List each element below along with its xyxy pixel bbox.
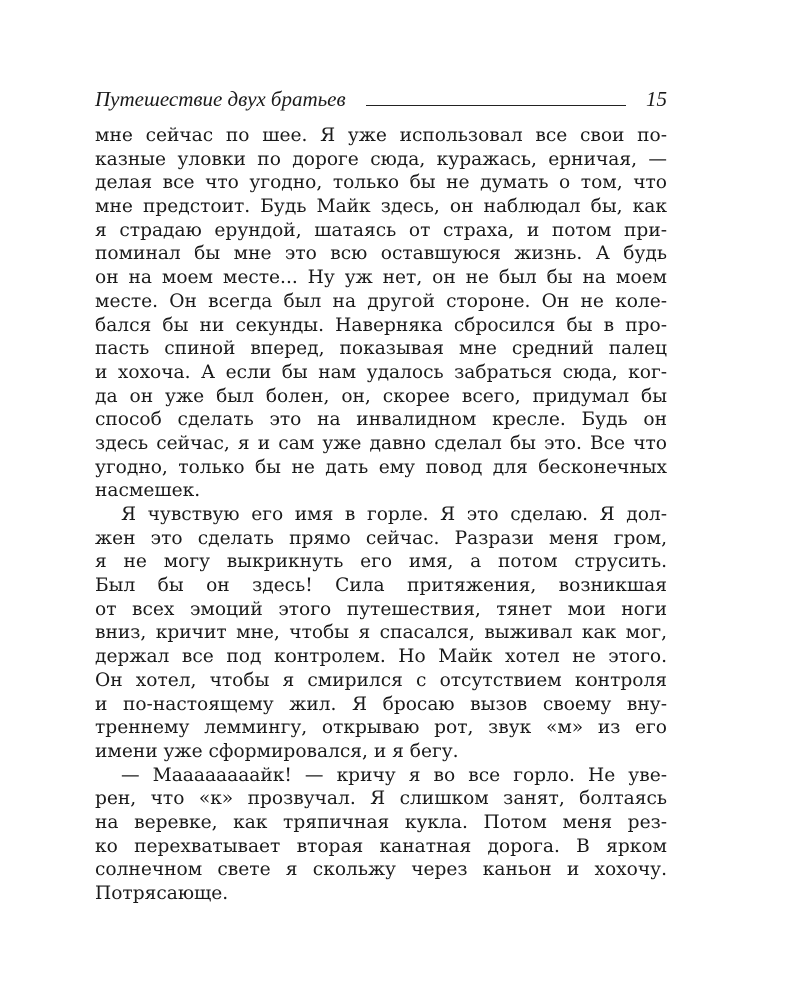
text-line: держал все под контролем. Но Майк хотел не этого. <box>95 646 667 668</box>
text-line: месте. Он всегда был на другой стороне. Он не коле- <box>95 290 667 312</box>
body-text <box>95 124 667 906</box>
text-line: Он хотел, чтобы я смирился с отсутствием контроля <box>95 669 667 691</box>
text-line: рен, что «к» прозвучал. Я слишком занят, болтаясь <box>95 788 667 810</box>
text-line: способ сделать это на инвалидном кресле. Будь он <box>95 409 667 431</box>
text-line: вниз, кричит мне, чтобы я спасался, выживал как мог, <box>95 622 667 644</box>
paragraph-2 <box>95 503 667 764</box>
text-line: угодно, только бы не дать ему повод для бесконечных <box>95 456 667 478</box>
text-line: мне предстоит. Будь Майк здесь, он наблюдал бы, как <box>95 196 667 218</box>
paragraph-3 <box>95 764 667 906</box>
text-line: треннему леммингу, открываю рот, звук «м» из его <box>95 717 667 739</box>
running-head-rule <box>366 105 626 106</box>
text-line: я не могу выкрикнуть его имя, а потом струсить. <box>95 551 667 573</box>
text-line: бался бы ни секунды. Наверняка сбросился бы в про- <box>95 314 667 336</box>
text-line: пасть спиной вперед, показывая мне средний палец <box>95 338 667 360</box>
text-line: и хохоча. А если бы нам удалось забраться сюда, ког- <box>95 361 667 383</box>
text-line: имени уже сформировался, и я бегу. <box>95 740 459 762</box>
text-line: делая все что угодно, только бы не думать о том, что <box>95 172 667 194</box>
text-line: жен это сделать прямо сейчас. Разрази меня гром, <box>95 527 667 549</box>
running-head-title: Путешествие двух братьев <box>95 87 346 111</box>
text-line: поминал бы мне это всю оставшуюся жизнь. А будь <box>95 243 667 265</box>
text-line: казные уловки по дороге сюда, куражась, ерничая, — <box>95 148 667 170</box>
text-line: да он уже был болен, он, скорее всего, придумал бы <box>95 385 667 407</box>
text-line: солнечном свете я скольжу через каньон и хохочу. <box>95 859 667 881</box>
text-line: на веревке, как тряпичная кукла. Потом меня рез- <box>95 811 667 833</box>
running-head <box>95 80 667 110</box>
text-line: от всех эмоций этого путешествия, тянет мои ноги <box>95 598 667 620</box>
page-number: 15 <box>646 87 667 111</box>
text-line: — Маааааааайк! — кричу я во все горло. Не уве- <box>121 764 667 786</box>
text-line: насмешек. <box>95 480 201 502</box>
text-line: и по-настоящему жил. Я бросаю вызов своему вну- <box>95 693 667 715</box>
text-line: он на моем месте... Ну уж нет, он не был бы на моем <box>95 267 667 289</box>
text-line: ко перехватывает вторая канатная дорога. В ярком <box>95 835 667 857</box>
paragraph-1 <box>95 124 667 503</box>
text-line: я страдаю ерундой, шатаясь от страха, и потом при- <box>95 219 667 241</box>
text-line: Был бы он здесь! Сила притяжения, возникшая <box>95 575 667 597</box>
text-line: Потрясающе. <box>95 883 229 904</box>
text-line: здесь сейчас, я и сам уже давно сделал бы это. Все что <box>95 432 667 454</box>
text-line: мне сейчас по шее. Я уже использовал все свои по- <box>95 125 667 146</box>
text-line: Я чувствую его имя в горле. Я это сделаю. Я дол- <box>121 504 667 525</box>
